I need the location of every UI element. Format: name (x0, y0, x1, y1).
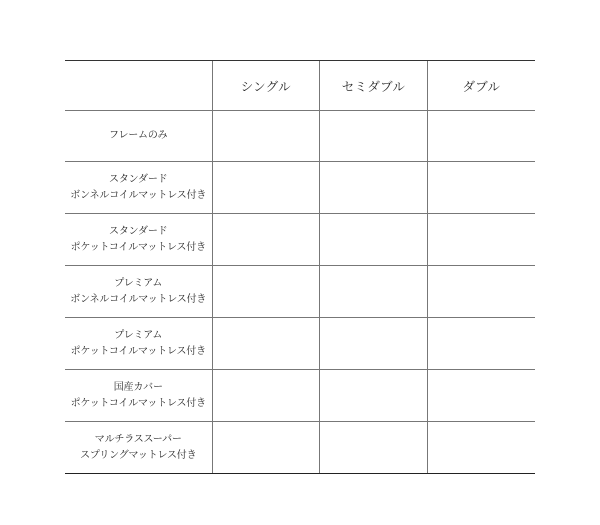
column-header-semi-double: セミダブル (320, 61, 428, 111)
row-label-line1: フレームのみ (109, 130, 168, 141)
row-label-multi-lath-super-spring (65, 422, 212, 474)
table-row (65, 162, 535, 214)
column-header-single: シングル (212, 61, 320, 111)
table-row (65, 370, 535, 422)
row-label-line2: ポケットコイルマットレス付き (70, 241, 206, 253)
row-label-standard-bonnell (65, 162, 212, 214)
table-cell (427, 162, 535, 214)
table-row (65, 422, 535, 474)
table-row (65, 266, 535, 318)
row-label-line2: スプリングマットレス付き (80, 449, 197, 461)
table-cell (320, 370, 428, 422)
row-label-line1: スタンダード (109, 173, 168, 185)
table-cell (212, 422, 320, 474)
table-cell (212, 162, 320, 214)
row-label-line2: ボンネルコイルマットレス付き (70, 293, 207, 305)
row-label-standard-pocket (65, 214, 212, 266)
row-label-domestic-cover-pocket (65, 370, 212, 422)
header-corner-cell (65, 61, 212, 111)
row-label-line2: ポケットコイルマットレス付き (70, 345, 206, 357)
table-cell (212, 111, 320, 162)
table-row (65, 111, 535, 162)
row-label-premium-pocket (65, 318, 212, 370)
row-label-line1: マルチラススーパー (94, 433, 182, 445)
table-cell (427, 370, 535, 422)
column-header-double: ダブル (427, 61, 535, 111)
table-cell (212, 318, 320, 370)
table-row (65, 214, 535, 266)
row-label-line2: ボンネルコイルマットレス付き (70, 189, 207, 201)
table-cell (427, 318, 535, 370)
table-cell (320, 266, 428, 318)
table-cell (427, 111, 535, 162)
row-label-line1: プレミアム (114, 277, 163, 289)
table-cell (320, 318, 428, 370)
table-cell (212, 214, 320, 266)
table-cell (320, 214, 428, 266)
table-cell (427, 266, 535, 318)
row-label-line1: スタンダード (109, 225, 168, 237)
table-cell (320, 111, 428, 162)
row-label-line1: 国産カバー (113, 381, 163, 393)
table-cell (320, 422, 428, 474)
row-label-premium-bonnell (65, 266, 212, 318)
size-comparison-table (65, 60, 535, 474)
table-row (65, 318, 535, 370)
table-cell (427, 214, 535, 266)
table-cell (212, 370, 320, 422)
row-label-frame-only (65, 111, 212, 162)
row-label-line1: プレミアム (114, 329, 163, 341)
table-cell (320, 162, 428, 214)
table-header-row (65, 61, 535, 111)
table-cell (212, 266, 320, 318)
row-label-line2: ポケットコイルマットレス付き (70, 397, 206, 409)
table-cell (427, 422, 535, 474)
